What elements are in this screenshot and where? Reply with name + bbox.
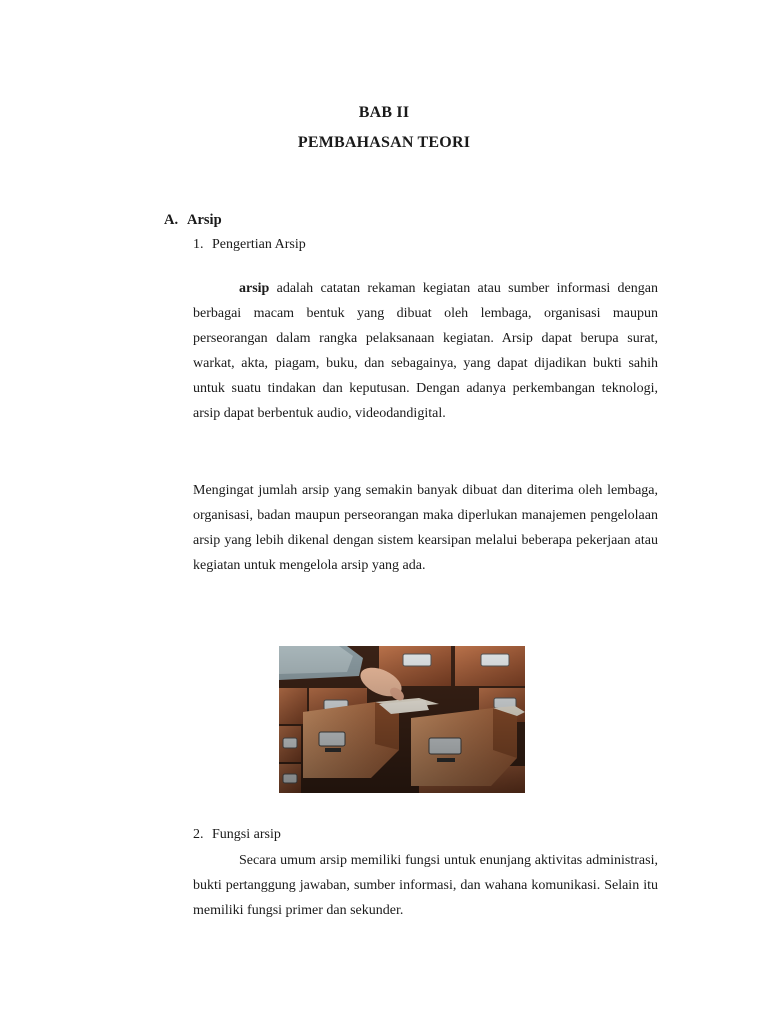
subsection-title: Fungsi arsip: [212, 827, 281, 842]
section-letter: A.: [164, 212, 179, 228]
section-heading: [164, 212, 222, 229]
subsection-heading-2: [193, 827, 281, 843]
subsection-heading-1: [193, 237, 306, 253]
section-title: Arsip: [187, 212, 222, 228]
card-catalog-image: [279, 646, 525, 793]
subsection-number: 1.: [193, 237, 204, 252]
chapter-heading: BAB II: [358, 104, 410, 121]
paragraph-text: Secara umum arsip memiliki fungsi untuk enunjang aktivitas administrasi, bukti pertanggung jawaban, sumber informasi, dan wahana komunikasi. Selain itu memiliki fungsi primer dan sekunder.: [193, 853, 658, 919]
paragraph-management: Mengingat jumlah arsip yang semakin banyak dibuat dan diterima oleh lembaga, organisasi, badan maupun perseorangan maka diperlukan manajemen pengelolaan arsip yang lebih dikenal dengan sistem kearsipan melalui beberapa pekerjaan atau kegiatan untuk mengelola arsip yang ada.: [193, 483, 658, 574]
subsection-title: Pengertian Arsip: [212, 237, 306, 252]
chapter-title: PEMBAHASAN TEORI: [297, 134, 471, 151]
bold-term: arsip: [239, 281, 270, 296]
subsection-number: 2.: [193, 827, 204, 842]
paragraph-definition: [193, 276, 658, 427]
paragraph-text: adalah catatan rekaman kegiatan atau sumber informasi dengan berbagai macam bentuk yang dibuat oleh lembaga, organisasi maupun perseorangan dalam rangka pelaksanaan kegiatan. Arsip dapat berupa surat, warkat, akta, piagam, buku, dan sebagainya, yang dapat dijadikan bukti sahih untuk suatu tindakan dan keputusan. Dengan adanya perkembangan teknologi, arsip dapat berbentuk audio, videodandigital.: [193, 281, 658, 422]
paragraph-function: [193, 848, 658, 923]
